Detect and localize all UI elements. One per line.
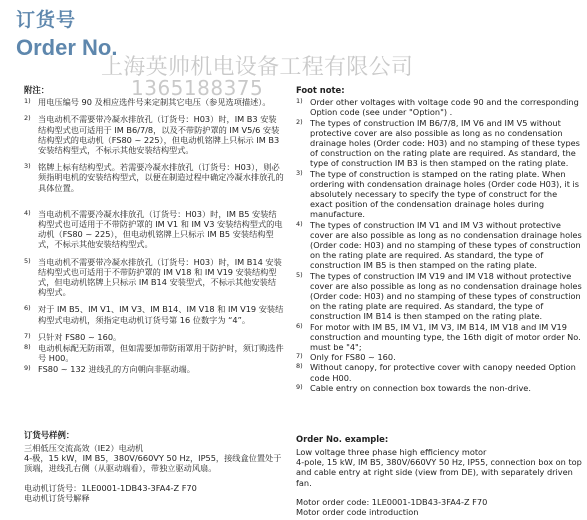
footnote-text: 只针对 FS80 ~ 160。 — [38, 331, 122, 342]
motor-order-intro-en: Motor order code introduction — [296, 507, 419, 518]
footnote-marker: 9) — [24, 364, 31, 373]
example-title-en: Order No. example: — [296, 434, 389, 444]
order-number-title-en: Order No. — [16, 35, 118, 60]
footnote-en-1 — [296, 97, 582, 117]
footnote-marker: 5) — [296, 270, 303, 279]
footnote-text: 当电动机不需要带冷凝水排放孔（订货号：H03）时，IM B3 安装结构型式也可适用于 IM B6/7/8，以及不带防护罩的 IM V5/6 安装结构型式的电动机（FS80 ~ 225），但电动机铭牌上只标示 IM B3 安装结构型式，不标示其他安装结构型式。 — [38, 114, 280, 156]
footnote-zh-8 — [24, 343, 284, 363]
footnote-marker: 5) — [24, 256, 31, 265]
footnote-zh-3 — [24, 162, 284, 193]
footnote-marker: 1) — [296, 97, 303, 106]
footnote-text: FS80 ~ 132 进线孔的方向朝向非驱动端。 — [38, 364, 195, 375]
footnote-en-4 — [296, 220, 582, 271]
notes-title-en: Foot note: — [296, 85, 345, 95]
footnote-text: Without canopy, for protective cover with canopy needed Option code H00. — [310, 362, 576, 383]
footnote-text: Cable entry on connection box towards the non-drive. — [310, 382, 531, 393]
footnote-marker: 3) — [24, 162, 31, 171]
example-block-en — [296, 447, 582, 517]
watermark-phone: 1365188375 — [131, 76, 264, 100]
notes-title-zh: 附注： — [24, 85, 50, 95]
example-line: Low voltage three phase high efficiency motor — [296, 447, 487, 457]
footnote-zh-7 — [24, 332, 284, 342]
footnote-zh-9 — [24, 364, 284, 374]
footnote-marker: 4) — [24, 208, 31, 217]
notes-column-en — [296, 85, 582, 518]
footnote-marker: 4) — [296, 219, 303, 228]
footnote-zh-2 — [24, 114, 284, 155]
footnote-text: 当电动机不需要冷凝水排放孔（订货号：H03）时，IM B5 安装结构型式也可适用于不带防护罩的 IM V1 和 IM V3 安装结构型式的电动机（FS80 ~ 225），但电动机铭牌上只标示 IM B5 安装结构型式，不标示其他安装结构型式。 — [38, 208, 283, 250]
footnote-en-8 — [296, 362, 582, 382]
footnote-marker: 8) — [24, 343, 31, 352]
footnote-en-2 — [296, 118, 582, 169]
motor-order-intro-zh: 电动机订货号解释 — [24, 492, 90, 503]
notes-column-zh — [24, 85, 284, 503]
footnote-text: 电动机标配无防雨罩，但如需要加带防雨罩用于防护时，须订购选件号 H00。 — [38, 343, 284, 364]
watermark-company: 上海英帅机电设备工程有限公司 — [101, 55, 414, 80]
example-line: 三相低压交流高效（IE2）电动机 — [24, 443, 144, 453]
footnote-en-5 — [296, 271, 582, 322]
footnote-marker: 7) — [296, 352, 303, 361]
footnote-text: The types of construction IM B6/7/8, IM V6 and IM V5 without protective cover are also possible as long as no condensation drainage holes (Order code: H03) and no stamping of these types of construction on the rating plate are required. As standard, the type of construction IM B3 is then stamped on the rating plate. — [310, 117, 580, 169]
footnote-text: Only for FS80 ~ 160. — [310, 352, 396, 363]
footnote-zh-1 — [24, 97, 284, 107]
footnote-text: Order other voltages with voltage code 90 and the corresponding Option code (see under "Option") . — [310, 97, 579, 118]
footnote-zh-5 — [24, 257, 284, 298]
footnote-text: The types of construction IM V1 and IM V3 without protective cover are also possible as long as no condensation drainage holes (Order code: H03) and no stamping of these types of construction on the rating plate are required. As standard, the type of construction IM B5 is then stamped on the rating plate. — [310, 219, 582, 271]
example-block-zh — [24, 443, 284, 503]
example-line: 4-pole, 15 kW, IM B5, 380V/660VY 50 Hz, IP55, connection box on top and cable entry at right side (view from DE), with separately driven fan. — [296, 457, 582, 488]
order-number-title-zh: 订货号 — [16, 9, 77, 31]
footnote-text: For motor with IM B5, IM V1, IM V3, IM B14, IM V18 and IM V19 construction and mounting type, the 16th digit of motor order No. must be "4"; — [310, 321, 581, 353]
footnote-marker: 2) — [296, 117, 303, 126]
motor-order-code-zh: 电动机订货号：1LE0001-1DB43-3FA4-Z F70 — [24, 482, 197, 493]
footnote-en-6 — [296, 322, 582, 353]
footnote-en-9 — [296, 383, 582, 393]
footnote-zh-6 — [24, 304, 284, 324]
footnote-marker: 8) — [296, 362, 303, 371]
footnote-marker: 9) — [296, 382, 303, 391]
footnote-marker: 3) — [296, 168, 303, 177]
example-line: 4-极，15 kW，IM B5，380V/660VY 50 Hz，IP55，接线盒位置处于顶端，进线孔右侧（从驱动端看），带独立驱动风扇。 — [24, 453, 282, 474]
footnote-marker: 1) — [24, 97, 31, 106]
footnote-en-3 — [296, 169, 582, 220]
footnote-text: The type of construction is stamped on the rating plate. When ordering with condensation drainage holes (Order code H03), it is absolutely necessary to specify the type of construct for the exact position of the condensation drainage holes during manufacture. — [310, 168, 580, 220]
footnote-zh-4 — [24, 209, 284, 250]
example-title-zh: 订货号样例： — [24, 430, 75, 440]
motor-order-code-en: Motor order code: 1LE0001-1DB43-3FA4-Z F70 — [296, 496, 488, 507]
footnote-text: The types of construction IM V19 and IM V18 without protective cover are also possible as long as no condensation drainage holes (Order code: H03) and no stamping of these types of construction on the rating plate are required. As standard, the type of construction IM B14 is then stamped on the rating plate. — [310, 270, 582, 322]
footnote-marker: 6) — [24, 304, 31, 313]
footnote-marker: 7) — [24, 331, 31, 340]
footnote-marker: 6) — [296, 321, 303, 330]
footnote-en-7 — [296, 352, 582, 362]
footnote-text: 用电压编号 90 及相应选件号来定制其它电压（参见选项描述）。 — [38, 97, 271, 108]
footnote-text: 对于 IM B5、IM V1、IM V3、IM B14、IM V18 和 IM V19 安装结构型式电动机，须指定电动机订货号第 16 位数字为 “4”。 — [38, 304, 284, 325]
footnote-marker: 2) — [24, 114, 31, 123]
footnote-text: 当电动机不需要带冷凝水排放孔（订货号：H03）时，IM B14 安装结构型式也可适用于不带防护罩的 IM V18 和 IM V19 安装结构型式，但电动机铭牌上只标示 IM B14 安装型式，不标示其他安装结构型式。 — [38, 256, 282, 298]
footnote-text: 铭牌上标有结构型式。若需要冷凝水排放孔（订货号：H03），则必须指明电机的安装结构型式，以便在制造过程中确定冷凝水排放孔的具体位置。 — [38, 162, 284, 193]
